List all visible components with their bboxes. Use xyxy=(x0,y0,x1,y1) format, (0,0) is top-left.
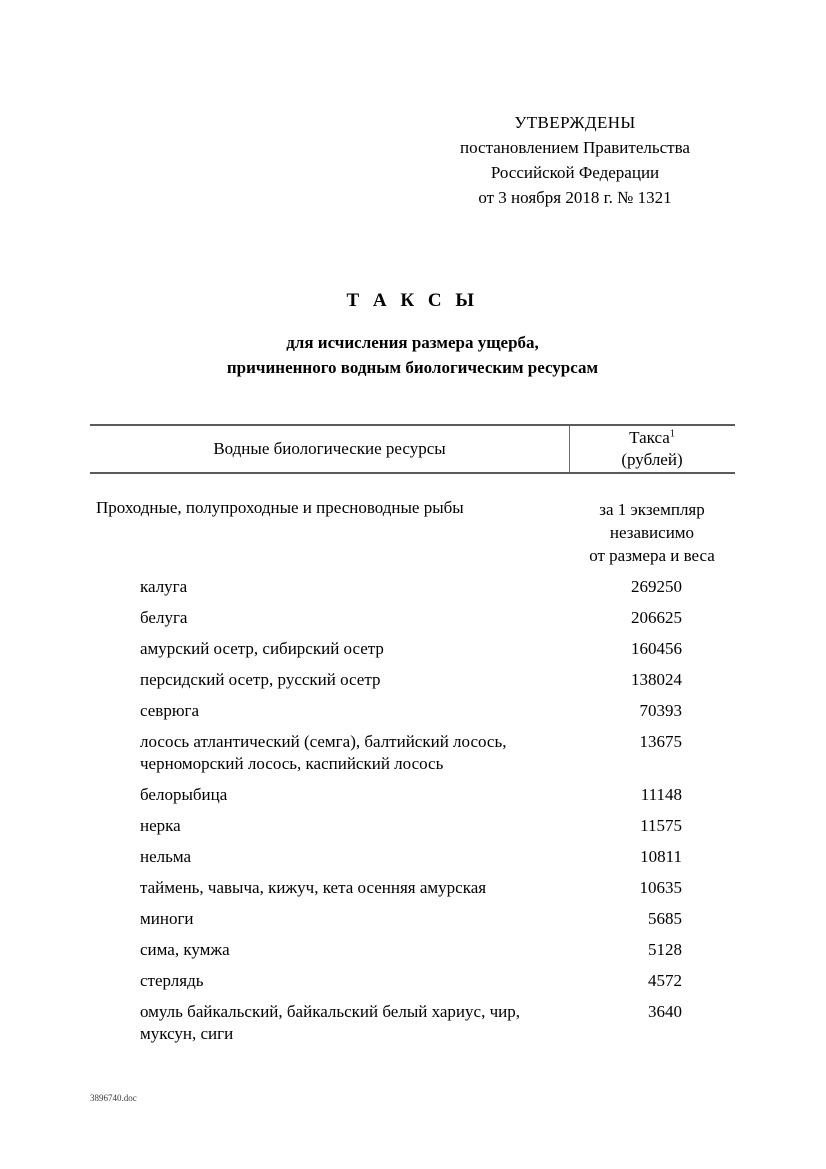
rate-value-cell: 10811 xyxy=(640,847,682,866)
rates-table xyxy=(90,424,735,1045)
footer-doc-id: 3896740.doc xyxy=(90,1093,137,1103)
approval-block xyxy=(400,110,750,210)
table-row xyxy=(90,939,735,961)
table-row xyxy=(90,576,735,598)
rate-value-cell: 269250 xyxy=(631,577,682,596)
table-row xyxy=(90,784,735,806)
table-row xyxy=(90,731,735,775)
section-unit xyxy=(569,498,735,567)
section-label: Проходные, полупроходные и пресноводные рыбы xyxy=(96,498,464,517)
section-unit-line-3: от размера и веса xyxy=(589,546,715,565)
resource-name-cell: нельма xyxy=(140,847,192,866)
rate-value-cell: 11148 xyxy=(640,785,682,804)
resource-name-cell: миноги xyxy=(140,909,194,928)
rate-value-cell: 138024 xyxy=(631,670,682,689)
table-row xyxy=(90,1001,735,1045)
approval-line-2: постановлением Правительства xyxy=(460,138,690,157)
approval-line-4: от 3 ноября 2018 г. № 1321 xyxy=(478,188,672,207)
section-unit-line-1: за 1 экземпляр xyxy=(599,500,705,519)
column-header-rate-title-wrap xyxy=(569,427,735,449)
table-row xyxy=(90,638,735,660)
column-header-resources: Водные биологические ресурсы xyxy=(213,439,446,458)
resource-name-cell: белуга xyxy=(140,608,188,627)
table-column-divider xyxy=(569,426,570,472)
rate-value-cell: 4572 xyxy=(648,971,682,990)
resource-name-cell: омуль байкальский, байкальский белый хариус, чир, муксун, сиги xyxy=(140,1002,520,1043)
table-section-row xyxy=(90,498,735,567)
table-row xyxy=(90,846,735,868)
section-unit-line-2: независимо xyxy=(609,523,695,542)
resource-name-cell: лосось атлантический (семга), балтийский лосось, черноморский лосось, каспийский лосось xyxy=(140,732,507,773)
column-header-rate xyxy=(569,427,735,471)
rate-value-cell: 13675 xyxy=(639,732,682,751)
table-row xyxy=(90,970,735,992)
resource-name-cell: белорыбица xyxy=(140,785,228,804)
resource-name-cell: персидский осетр, русский осетр xyxy=(140,670,381,689)
resource-name-cell: севрюга xyxy=(140,701,200,720)
approval-line-1: УТВЕРЖДЕНЫ xyxy=(514,113,636,132)
resource-name-cell: калуга xyxy=(140,577,188,596)
table-row xyxy=(90,669,735,691)
rate-value-cell: 3640 xyxy=(648,1002,682,1021)
rate-value-cell: 5685 xyxy=(648,909,682,928)
rate-value-cell: 10635 xyxy=(639,878,682,897)
approval-line-3: Российской Федерации xyxy=(490,163,660,182)
footnote-marker: 1 xyxy=(669,428,675,440)
table-row xyxy=(90,700,735,722)
resource-name-cell: стерлядь xyxy=(140,971,204,990)
table-rows-host xyxy=(90,576,735,1045)
table-row xyxy=(90,607,735,629)
rate-value-cell: 70393 xyxy=(639,701,682,720)
table-header-row xyxy=(90,426,735,472)
rate-value-cell: 206625 xyxy=(631,608,682,627)
resource-name-cell: нерка xyxy=(140,816,181,835)
table-row xyxy=(90,877,735,899)
table-row xyxy=(90,815,735,837)
resource-name-cell: таймень, чавыча, кижуч, кета осенняя амурская xyxy=(140,878,487,897)
rate-value-cell: 5128 xyxy=(648,940,682,959)
column-header-rate-title: Такса xyxy=(629,428,670,447)
page-subtitle xyxy=(90,330,735,380)
resource-name-cell: амурский осетр, сибирский осетр xyxy=(140,639,384,658)
table-body xyxy=(90,474,735,1045)
page-subtitle-line-2: причиненного водным биологическим ресурсам xyxy=(226,358,599,377)
page-subtitle-line-1: для исчисления размера ущерба, xyxy=(286,333,539,352)
table-row xyxy=(90,908,735,930)
resource-name-cell: сима, кумжа xyxy=(140,940,230,959)
rate-value-cell: 160456 xyxy=(631,639,682,658)
page-title: Т А К С Ы xyxy=(346,290,479,311)
rate-value-cell: 11575 xyxy=(640,816,682,835)
column-header-rate-units: (рублей) xyxy=(621,450,683,469)
